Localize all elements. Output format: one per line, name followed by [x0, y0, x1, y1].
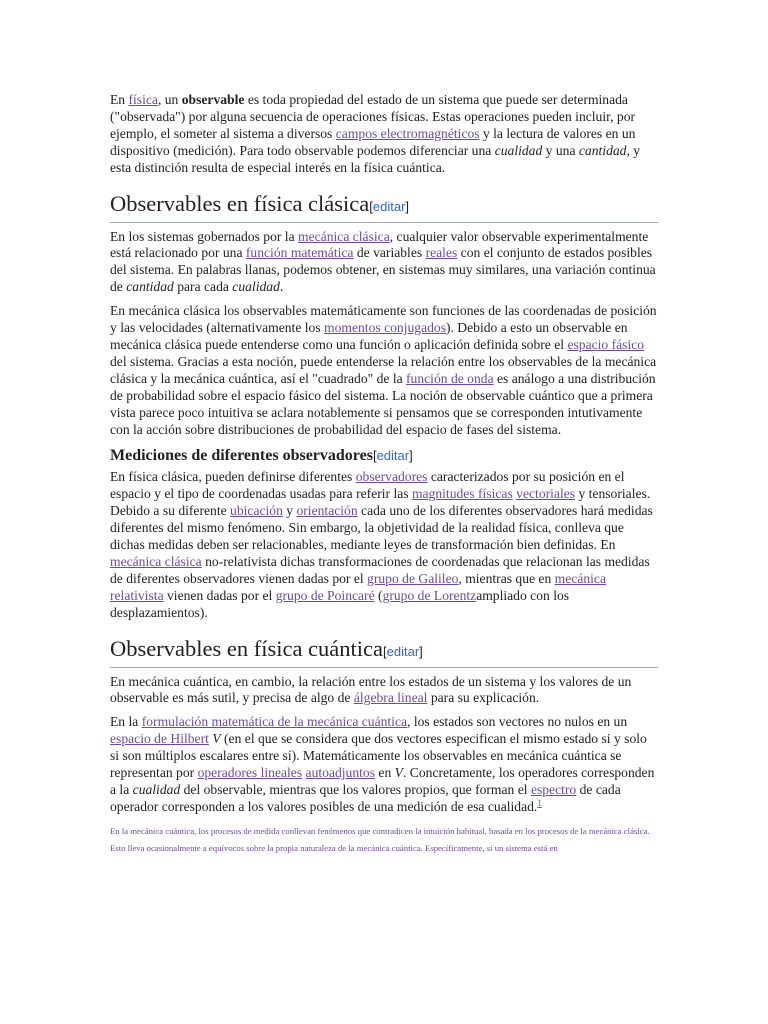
link-magnitudes-fisicas[interactable]: magnitudes físicas: [411, 486, 513, 502]
edit-section-link: [editar]: [369, 198, 410, 214]
intro-paragraph: En física, un observable es toda propiedad del estado de un sistema que puede ser determinada ("observada") por alguna secuencia de operaciones físicas. Estas operaciones pueden incluir, por ejemplo, el someter al sistema a diversos campos electromagnéticos y la lectura de valores en un dispositivo (medición). Para todo observable podemos diferenciar una cualidad y una cantidad, y esta distinción resulta de especial interés en la física cuántica.: [110, 92, 641, 175]
link-grupo-de-lorentz[interactable]: grupo de Lorentz: [382, 587, 477, 603]
footnote-link[interactable]: 1: [537, 797, 542, 808]
link-fisica[interactable]: física: [128, 92, 158, 107]
footnote-reference: [537, 798, 542, 808]
link-espacio-fasico[interactable]: espacio fásico: [567, 336, 645, 352]
heading-fisica-clasica: Observables en física clásica[editar]: [110, 190, 658, 223]
edit-link[interactable]: editar: [376, 448, 410, 464]
edit-section-link: [editar]: [383, 643, 423, 659]
paragraph-clasica-1: En los sistemas gobernados por la mecánica clásica, cualquier valor observable experimentalmente está relacionado por una función matemática de variables reales con el conjunto de estados posibles del sistema. En palabras llanas, podemos obtener, en sistemas muy similares, una variación continua de cantidad para cada cualidad.: [110, 228, 656, 295]
link-momentos-conjugados[interactable]: momentos conjugados: [324, 320, 446, 336]
edit-link[interactable]: editar: [372, 198, 406, 214]
link-observadores[interactable]: observadores: [355, 469, 428, 485]
link-formulacion-matematica[interactable]: formulación matemática de la mecánica cuántica: [141, 714, 408, 730]
link-algebra-lineal[interactable]: álgebra lineal: [353, 690, 428, 706]
paragraph-cuantica-1: En mecánica cuántica, en cambio, la relación entre los estados de un sistema y los valores de un observable es más sutil, y precisa de algo de álgebra lineal para su explicación.: [110, 673, 632, 706]
link-ubicacion[interactable]: ubicación: [230, 503, 283, 519]
link-orientacion[interactable]: orientación: [296, 503, 358, 519]
paragraph-cuantica-2: En la formulación matemática de la mecánica cuántica, los estados son vectores no nulos en un espacio de Hilbert V (en el que se considera que dos vectores especifican el mismo estado si y solo si son múltiplos escalares entre sí). Matemáticamente los observables en mecánica cuántica se representan por operadores lineales autoadjuntos en V. Concretamente, los operadores corresponden a la cualidad del observable, mientras que los valores propios, que forman el espectro de cada operador corresponden a los valores posibles de una medición de esa cualidad.$^1$: [110, 714, 655, 814]
link-funcion-de-onda[interactable]: función de onda: [406, 370, 494, 386]
link-funcion-matematica[interactable]: función matemática: [245, 245, 354, 261]
heading-fisica-cuantica: Observables en física cuántica[editar]: [110, 635, 658, 668]
link-mecanica-clasica-2[interactable]: mecánica clásica: [110, 553, 202, 569]
link-vectoriales[interactable]: vectoriales: [516, 486, 576, 502]
edit-link[interactable]: editar: [386, 643, 420, 659]
edit-section-link: [editar]: [372, 448, 413, 464]
link-grupo-de-poincare[interactable]: grupo de Poincaré: [275, 587, 375, 603]
heading-mediciones-observadores: Mediciones de diferentes observadores[editar]: [110, 447, 413, 465]
link-mecanica-relativista[interactable]: mecánica relativista: [110, 570, 606, 603]
link-campos-electromagneticos[interactable]: campos electromagnéticos: [335, 125, 480, 141]
link-operadores-lineales[interactable]: operadores lineales: [197, 765, 303, 781]
link-espacio-de-hilbert[interactable]: espacio de Hilbert: [110, 731, 209, 747]
small-note-text: En la mecánica cuántica, los procesos de medida conllevan fenómenos que contradicen la intuición habitual, basada en los procesos de la mecánica clásica. Esto lleva ocasionalmente a equívocos sobre la propia naturaleza de la mecánica cuántica. Específicamente, si un sistema está en: [110, 825, 650, 853]
term-observable: observable: [181, 92, 245, 107]
article-body: [110, 92, 658, 857]
paragraph-observadores: En física clásica, pueden definirse diferentes observadores caracterizados por su posición en el espacio y el tipo de coordenadas usadas para referir las magnitudes físicas vectoriales y tensoriales. Debido a su diferente ubicación y orientación cada uno de los diferentes observadores hará medidas diferentes del mismo fenómeno. Sin embargo, la objetividad de la realidad física, conlleva que dichas medidas deben ser relacionables, mediante leyes de transformación bien definidas. En mecánica clásica no-relativista dichas transformaciones de coordenadas que relacionan las medidas de diferentes observadores vienen dadas por el grupo de Galileo, mientras que en mecánica relativista vienen dadas por el grupo de Poincaré (grupo de Lorentzampliado con los desplazamientos).: [110, 469, 653, 620]
link-autoadjuntos[interactable]: autoadjuntos: [305, 765, 376, 781]
link-reales[interactable]: reales: [425, 245, 458, 261]
link-grupo-de-galileo[interactable]: grupo de Galileo: [367, 570, 459, 586]
paragraph-clasica-2: En mecánica clásica los observables matemáticamente son funciones de las coordenadas de posición y las velocidades (alternativamente los momentos conjugados). Debido a esto un observable en mecánica clásica puede entenderse como una función o aplicación definida sobre el espacio fásico del sistema. Gracias a esta noción, puede entenderse la relación entre los observables de la mecánica clásica y la mecánica cuántica, así el "cuadrado" de la función de onda es análogo a una distribución de probabilidad sobre el espacio fásico del sistema. La noción de observable cuántico que a primera vista parece poco intuitiva se aclara notablemente si pensamos que se corresponden intutivamente con la acción sobre distribuciones de probabilidad del espacio de fases del sistema.: [110, 303, 657, 437]
link-mecanica-clasica[interactable]: mecánica clásica: [298, 228, 390, 244]
link-espectro[interactable]: espectro: [530, 782, 577, 797]
